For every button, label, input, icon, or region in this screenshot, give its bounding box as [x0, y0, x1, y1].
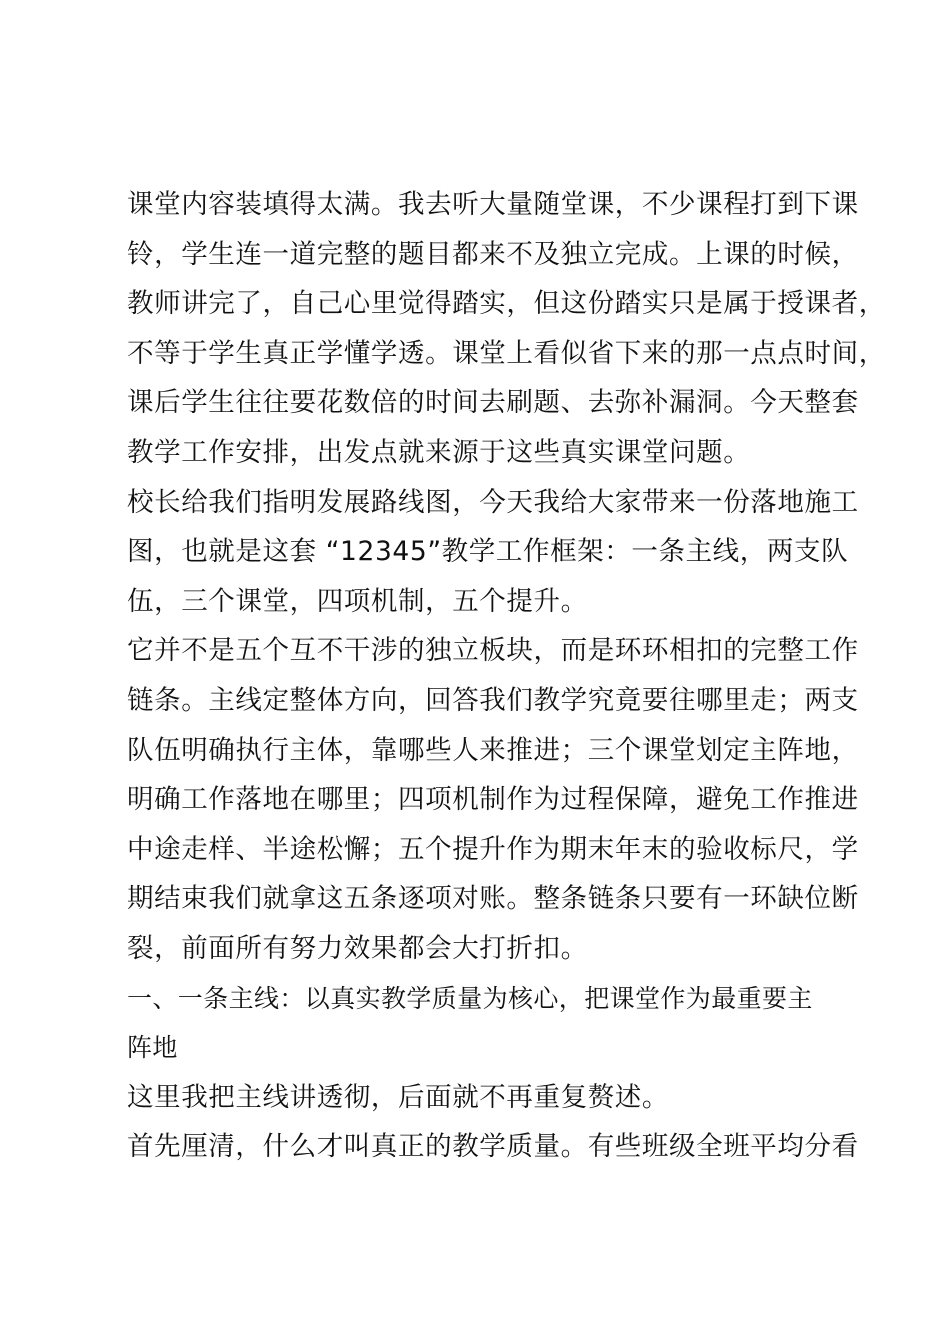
text-line: 中途走样、半途松懈；五个提升作为期末年末的验收标尺，学: [127, 833, 859, 865]
text-line: 首先厘清，什么才叫真正的教学质量。有些班级全班平均分看: [127, 1131, 859, 1163]
text-line: 课堂内容装填得太满。我去听大量随堂课，不少课程打到下课: [127, 189, 859, 220]
text-line: 裂，前面所有努力效果都会大打折扣。: [127, 932, 588, 964]
paragraph-main-line-explain: [127, 1073, 867, 1123]
section-heading-main-line: [127, 974, 867, 1073]
text-line: 期结束我们就拿这五条逐项对账。整条链条只要有一环缺位断: [127, 883, 859, 915]
paragraph-framework-intro: [127, 478, 867, 627]
text-line: 这里我把主线讲透彻，后面就不再重复赘述。: [127, 1081, 669, 1113]
text-line: 教师讲完了，自己心里觉得踏实，但这份踏实只是属于授课者，: [127, 288, 886, 320]
text-line: 铃，学生连一道完整的题目都来不及独立完成。上课的时候，: [127, 238, 859, 270]
text-line: 链条。主线定整体方向，回答我们教学究竟要往哪里走；两支: [127, 684, 859, 716]
text-line: 校长给我们指明发展路线图，今天我给大家带来一份落地施工: [127, 486, 859, 518]
text-line: 伍，三个课堂，四项机制，五个提升。: [127, 585, 588, 617]
heading-line: 一、一条主线：以真实教学质量为核心，把课堂作为最重要主: [127, 983, 813, 1013]
text-line: 图，也就是这套 “12345”教学工作框架：一条主线，两支队: [127, 536, 849, 568]
paragraph-classroom-content: [127, 180, 886, 478]
text-line: 教学工作安排，出发点就来源于这些真实课堂问题。: [127, 436, 751, 468]
text-line: 明确工作落地在哪里；四项机制作为过程保障，避免工作推进: [127, 784, 859, 816]
text-line: 它并不是五个互不干涉的独立板块，而是环环相扣的完整工作: [127, 635, 859, 667]
heading-line: 阵地: [127, 1033, 178, 1063]
text-line: 课后学生往往要花数倍的时间去刷题、去弥补漏洞。今天整套: [127, 387, 859, 419]
text-line: 队伍明确执行主体，靠哪些人来推进；三个课堂划定主阵地，: [127, 734, 859, 766]
paragraph-quality-definition: [127, 1122, 867, 1172]
text-line: 不等于学生真正学懂学透。课堂上看似省下来的那一点点时间，: [127, 337, 886, 369]
document-body: [127, 180, 886, 1172]
paragraph-framework-chain: [127, 626, 867, 973]
